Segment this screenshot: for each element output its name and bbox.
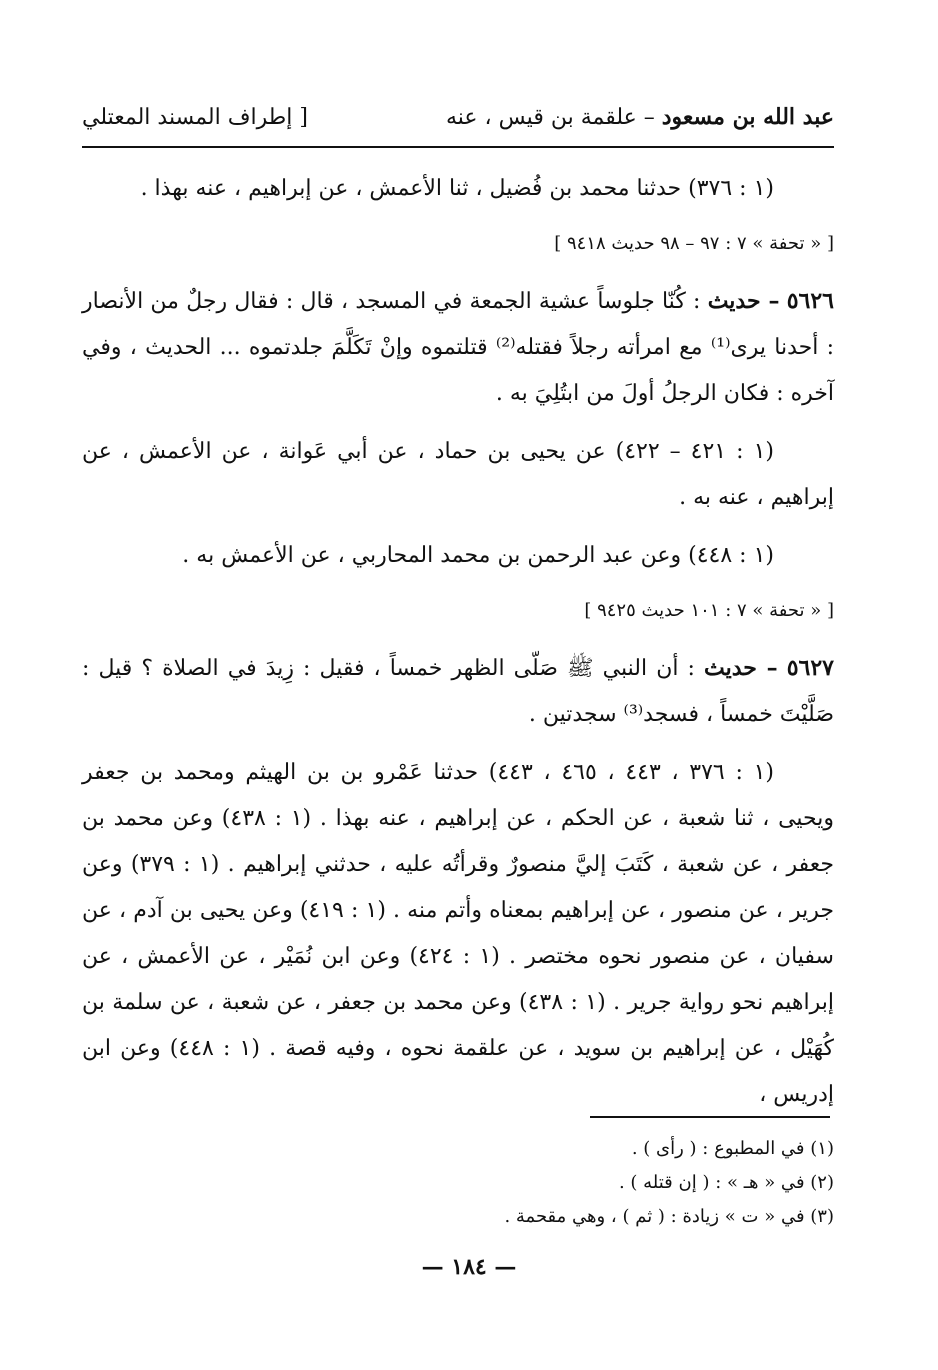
footnote-item: (٣) في « ت » زيادة : ( ثم ) ، وهي مقحمة . [504, 1206, 834, 1227]
hadith-paragraph [82, 278, 834, 417]
header-right [446, 104, 834, 130]
hadith-label: – حديث [707, 288, 780, 314]
tuhfa-reference: [ « تحفة » ٧ : ٩٧ – ٩٨ حديث ٩٤١٨ ] [554, 233, 834, 254]
footnote-item: (٢) في « هـ » : ( إن قتله ) . [618, 1172, 834, 1193]
header-right-title: عبد الله بن مسعود [661, 104, 834, 130]
chain-paragraph: (١ : ٤٤٨) وعن عبد الرحمن بن محمد المحاربي ، عن الأعمش به . [182, 543, 774, 568]
chain-paragraph: (١ : ٣٧٦) حدثنا محمد بن فُضيل ، ثنا الأعمش ، عن إبراهيم ، عنه بهذا . [140, 176, 774, 201]
main-text [82, 166, 834, 1130]
header-right-subtitle: – علقمة بن قيس ، عنه [445, 105, 655, 130]
hadith-number: ٥٦٢٦ [786, 288, 834, 314]
hadith-text: : كُنّا جلوساً عشية الجمعة في المسجد ، قال : فقال رجلٌ من الأنصار : أحدنا يرى⁽¹⁾ مع امرأته رجلاً فقتله⁽²⁾ قتلتموه وإنْ تَكَلَّمَ جلدتموه ... الحديث ، وفي آخره : فكان الرجلُ أولَ من ابتُلِيَ به . [82, 289, 835, 406]
hadith-label: – حديث [704, 655, 778, 681]
footnote-divider [590, 1116, 830, 1118]
footnotes [82, 1132, 834, 1234]
header-left-title: [ إطراف المسند المعتلي [82, 104, 308, 130]
hadith-paragraph [82, 645, 834, 738]
chain-paragraph: (١ : ٣٧٦ ، ٤٤٣ ، ٤٦٥ ، ٤٤٣) حدثنا عَمْرو بن بن الهيثم ومحمد بن جعفر ويحيى ، ثنا شعبة ، عن الحكم ، عن إبراهيم ، عنه بهذا . (١ : ٤٣٨) وعن محمد بن جعفر ، عن شعبة ، كَتَبَ إليَّ منصورٌ وقرأتُه عليه ، حدثني إبراهيم . (١ : ٣٧٩) وعن جرير ، عن منصور ، عن إبراهيم بمعناه وأتم منه . (١ : ٤١٩) وعن يحيى بن آدم ، عن سفيان ، عن منصور نحوه مختصر . (١ : ٤٢٤) وعن ابن نُمَيْر ، عن الأعمش ، عن إبراهيم نحو رواية جرير . (١ : ٤٣٨) وعن محمد بن جعفر ، عن شعبة ، عن سلمة بن كُهَيْل ، عن إبراهيم بن سويد ، عن علقمة نحوه ، وفيه قصة . (١ : ٤٤٨) وعن ابن إدريس ، [82, 760, 834, 1107]
hadith-number: ٥٦٢٧ [786, 655, 834, 681]
hadith-text: : أن النبي ﷺ صَلّى الظهر خمساً ، فقيل : زِيدَ في الصلاة ؟ قيل : صَلَّيْتَ خمساً ، فسجد⁽³⁾ سجدتين . [82, 656, 834, 727]
tuhfa-reference: [ « تحفة » ٧ : ١٠١ حديث ٩٤٢٥ ] [584, 600, 834, 621]
footnote-item: (١) في المطبوع : ( رأى ) . [631, 1138, 834, 1159]
chain-paragraph: (١ : ٤٢١ – ٤٢٢) عن يحيى بن حماد ، عن أبي عَوانة ، عن الأعمش ، عن إبراهيم ، عنه به . [82, 439, 834, 510]
header-divider [82, 146, 834, 148]
page-number: — ١٨٤ — [421, 1254, 517, 1280]
running-header [82, 95, 834, 139]
